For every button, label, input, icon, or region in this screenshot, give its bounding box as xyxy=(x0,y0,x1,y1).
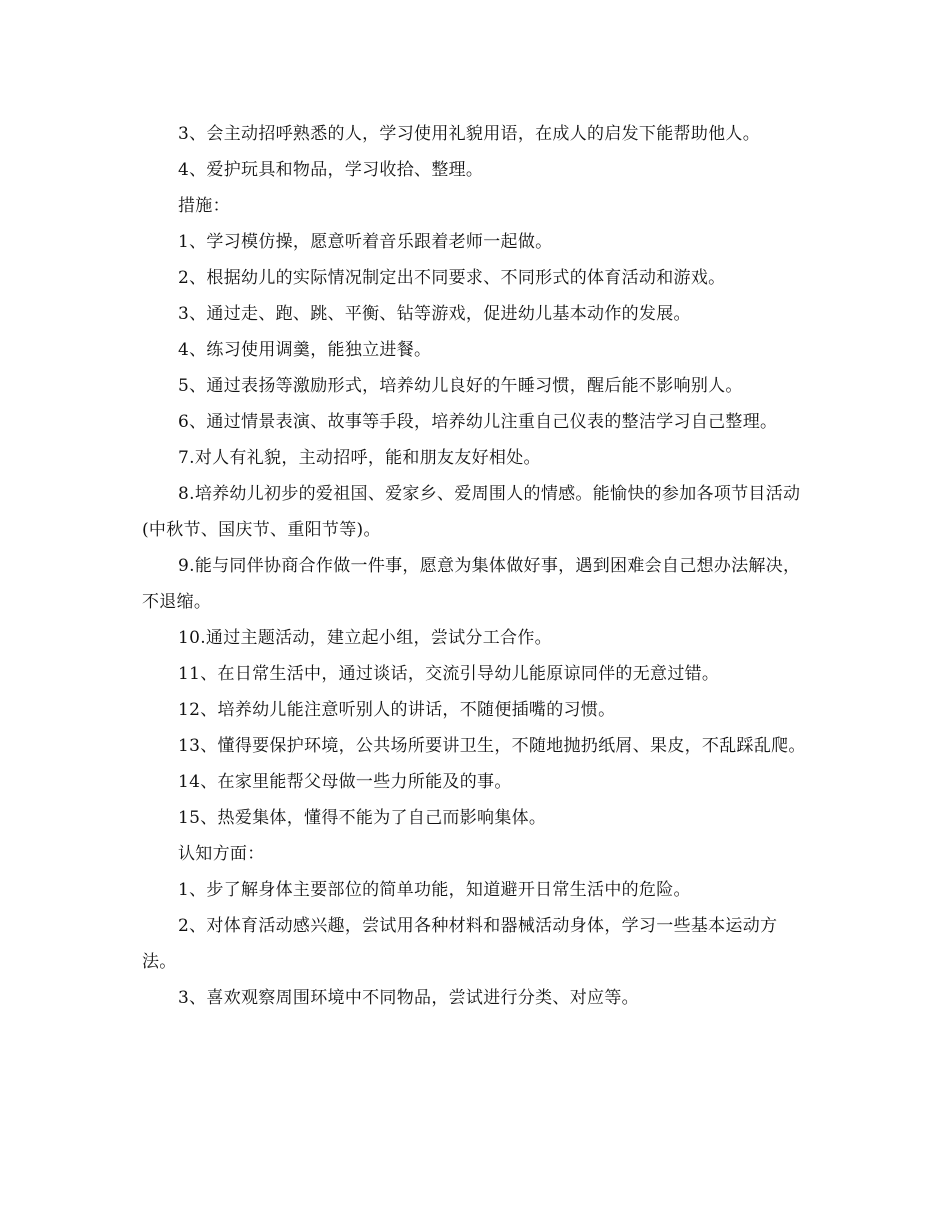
section-heading: 认知方面： xyxy=(178,844,265,864)
paragraph: 3、通过走、跑、跳、平衡、钻等游戏，促进幼儿基本动作的发展。 xyxy=(178,304,691,324)
paragraph: 4、爱护玩具和物品，学习收拾、整理。 xyxy=(178,160,484,180)
paragraph: 14、在家里能帮父母做一些力所能及的事。 xyxy=(178,772,512,792)
paragraph: 12、培养幼儿能注意听别人的讲话，不随便插嘴的习惯。 xyxy=(178,700,616,720)
paragraph: 3、会主动招呼熟悉的人，学习使用礼貌用语，在成人的启发下能帮助他人。 xyxy=(178,124,761,144)
paragraph: 1、学习模仿操，愿意听着音乐跟着老师一起做。 xyxy=(178,232,553,252)
paragraph: 2、根据幼儿的实际情况制定出不同要求、不同形式的体育活动和游戏。 xyxy=(178,268,726,288)
paragraph: 5、通过表扬等激励形式，培养幼儿良好的午睡习惯，醒后能不影响别人。 xyxy=(178,376,743,396)
paragraph: 2、对体育活动感兴趣，尝试用各种材料和器械活动身体，学习一些基本运动方法。 xyxy=(142,916,778,972)
paragraph: 13、懂得要保护环境，公共场所要讲卫生，不随地抛扔纸屑、果皮，不乱踩乱爬。 xyxy=(178,736,806,756)
section-heading: 措施： xyxy=(178,196,230,216)
paragraph: 8.培养幼儿初步的爱祖国、爱家乡、爱周围人的情感。能愉快的参加各项节目活动(中秋节、国庆节、重阳节等)。 xyxy=(142,484,801,540)
paragraph: 1、步了解身体主要部位的简单功能，知道避开日常生活中的危险。 xyxy=(178,880,691,900)
paragraph: 11、在日常生活中，通过谈话，交流引导幼儿能原谅同伴的无意过错。 xyxy=(178,664,720,684)
paragraph: 6、通过情景表演、故事等手段，培养幼儿注重自己仪表的整洁学习自己整理。 xyxy=(178,412,778,432)
paragraph: 15、热爱集体，懂得不能为了自己而影响集体。 xyxy=(178,808,547,828)
paragraph: 3、喜欢观察周围环境中不同物品，尝试进行分类、对应等。 xyxy=(178,988,639,1008)
paragraph: 7.对人有礼貌，主动招呼，能和朋友友好相处。 xyxy=(178,448,541,468)
paragraph: 9.能与同伴协商合作做一件事，愿意为集体做好事，遇到困难会自己想办法解决，不退缩。 xyxy=(142,556,801,612)
paragraph: 10.通过主题活动，建立起小组，尝试分工合作。 xyxy=(178,628,552,648)
paragraph: 4、练习使用调羹，能独立进餐。 xyxy=(178,340,432,360)
